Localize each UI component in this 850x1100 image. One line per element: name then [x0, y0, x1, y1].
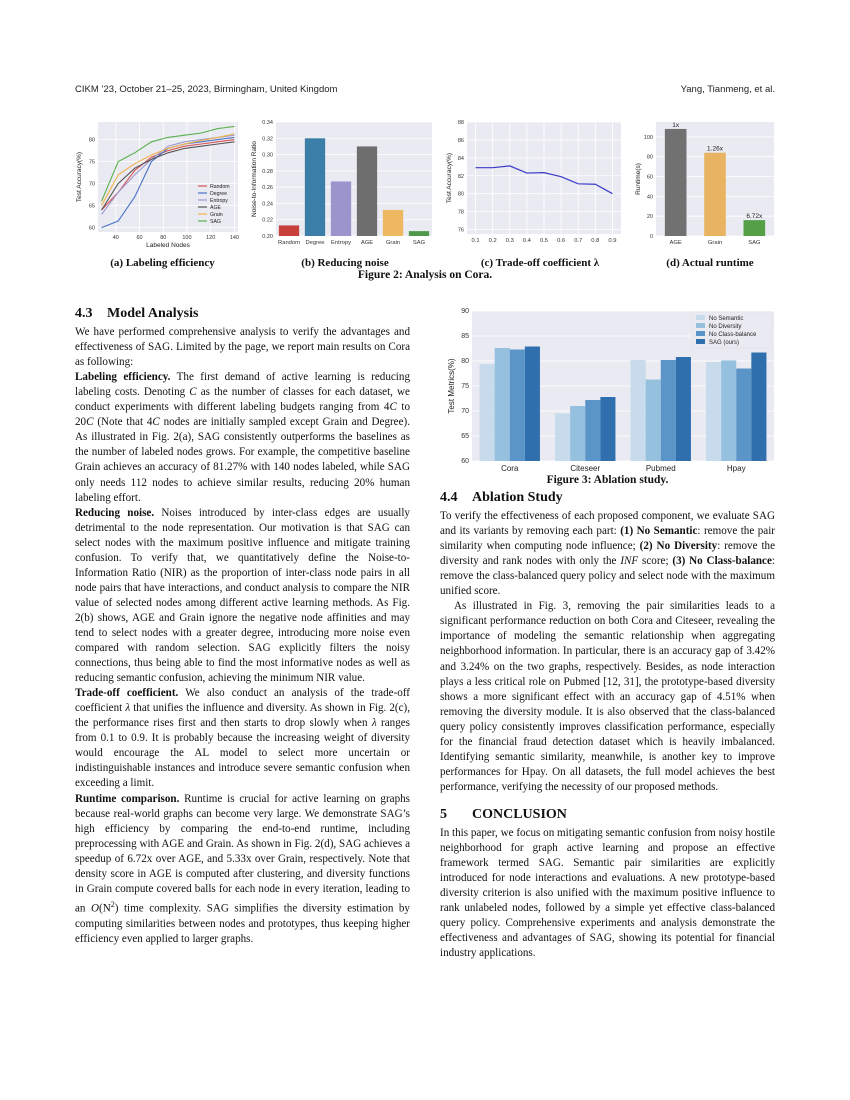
section-number: 5 [440, 806, 447, 822]
text: To verify the effectiveness of each proposed component, we evaluate SAG and its variants by removing each part: [440, 510, 775, 538]
x-tick-label: Cora [501, 464, 519, 473]
y-tick-label: 70 [461, 408, 469, 415]
math: λ [371, 717, 377, 730]
math: ) [114, 902, 119, 915]
bar-hpay-0 [706, 362, 721, 461]
bar-data-label: 1.26x [707, 145, 723, 153]
paragraph-labeling-efficiency [75, 370, 410, 505]
bar-pubmed-3 [676, 357, 691, 461]
y-tick-label: 80 [457, 191, 464, 198]
paragraph [440, 826, 775, 961]
bar-citeseer-2 [585, 400, 600, 461]
x-tick-label: 0.1 [471, 238, 480, 244]
paragraph [440, 509, 775, 599]
bar-grain [383, 210, 403, 236]
text: time complexity. SAG simplifies the diversity estimation by computing similarities between nodes and prototypes, thus keeping higher efficiency even applied to larger graphs. [75, 902, 410, 945]
section-4-3-heading [75, 306, 410, 321]
text: We also conduct an analysis of the trade-off coefficient [75, 687, 410, 715]
bar-age [357, 146, 377, 236]
text: As illustrated in Fig. 3, removing the pair similarities leads to a significant performance reduction on both Cora and Citeseer, revealing the importance of modeling the semantic relationship when aggregating neighborhood information. In particular, there is an accuracy gap of 3.42% and 3.24% on the two graphs, respectively. Besides, as node interaction plays a less critical role on Pubmed [12, 31], the prototype-based diversity shows a more significant effect with an accuracy gap of 4.51% when removing the diversity module. It is also observed that the class-balanced query policy consistently improves classification performance, especially for the financial fraud detection dataset which is heavily imbalanced. Identifying semantic similarity, meanwhile, is another key to improve performances for Hpay. On all datasets, the full model achieves the best performance, verifying the necessity of our proposed methods. [440, 600, 775, 793]
y-tick-label: 65 [88, 203, 95, 210]
y-tick-label: 60 [646, 174, 653, 181]
run-in-heading: Reducing noise. [75, 506, 155, 519]
paragraph [440, 599, 775, 795]
math: C [389, 401, 397, 414]
math: INF [620, 555, 639, 568]
x-tick-label: 80 [160, 235, 167, 241]
paragraph-tradeoff [75, 686, 410, 791]
x-tick-label: Grain [385, 240, 401, 246]
y-tick-label: 0.24 [262, 201, 273, 208]
bar-pubmed-1 [646, 380, 661, 462]
bar-citeseer-0 [555, 414, 570, 462]
y-tick-label: 80 [461, 358, 469, 365]
bar-cora-3 [525, 347, 540, 462]
bar-sag [409, 231, 429, 236]
bar-citeseer-1 [570, 406, 585, 461]
x-tick-label: Entropy [331, 240, 351, 246]
variant-name: (2) No Diversity [639, 540, 718, 553]
legend-label: No Class-balance [709, 332, 757, 338]
section-number: 4.4 [440, 490, 458, 505]
x-tick-label: 0.6 [557, 238, 566, 244]
bar-degree [305, 138, 325, 236]
x-axis-label: Labeled Nodes [146, 242, 190, 249]
x-tick-label: Citeseer [570, 464, 601, 473]
x-tick-label: SAG [412, 240, 426, 246]
bar-hpay-2 [736, 369, 751, 462]
y-tick-label: 75 [88, 159, 95, 166]
bar-cora-1 [495, 348, 510, 461]
bar-random [279, 225, 299, 236]
legend-label: Degree [210, 191, 228, 197]
legend-swatch [696, 331, 705, 336]
y-tick-label: 0.34 [262, 120, 273, 126]
run-in-heading: Runtime comparison. [75, 792, 180, 805]
x-tick-label: AGE [669, 240, 682, 246]
text: Noises introduced by inter-class edges are usually detrimental to the node representation. Our motivation is that SAG can select nodes with the maximum positive influence and mitigate training confusion. To verify that, we quantitatively define the Noise-to-Information Ratio (NIR) as the proportion of inter-class node pairs in all node pairs that have interactions, and conduct analysis to compare the NIR value of selected nodes among different active learning methods. As Fig. 2(b) shows, AGE and Grain ignore the negative node affinities and may tend to select nodes with a greater degree, introducing more noise even compared with random selection. SAG explicitly filters the noisy connections, thus being able to find the most informative nodes as well as reducing semantic confusion, achieving the minimum NIR value. [75, 506, 410, 685]
x-tick-label: Grain [707, 240, 723, 246]
text: as the number of classes for each dataset, we conduct experiments with different labeling budgets ranging from 4 [75, 386, 410, 414]
section-title: Ablation Study [472, 490, 563, 505]
y-tick-label: 80 [646, 154, 653, 161]
x-tick-label: SAG [748, 240, 761, 246]
math: λ [125, 702, 131, 715]
text: score; [638, 555, 673, 568]
running-header-left: CIKM ’23, October 21–25, 2023, Birmingham, United Kingdom [75, 84, 338, 95]
y-tick-label: 100 [643, 134, 653, 141]
y-tick-label: 70 [88, 181, 95, 188]
legend-label: SAG [210, 219, 221, 225]
y-axis-label: Test Metrics(%) [447, 358, 456, 414]
y-tick-label: 20 [646, 214, 653, 221]
legend-label: No Semantic [709, 316, 744, 322]
x-tick-label: 0.8 [591, 238, 600, 244]
math: (N [99, 902, 111, 915]
bar-grain [704, 153, 726, 236]
subcaption-c-text: (c) Trade-off coefficient λ [480, 257, 600, 269]
y-tick-label: 80 [88, 137, 95, 144]
y-tick-label: 0.20 [262, 234, 273, 240]
left-column [75, 306, 410, 947]
legend-label: SAG (ours) [709, 340, 740, 346]
math: C [152, 416, 160, 429]
x-tick-label: 0.5 [539, 238, 549, 244]
x-tick-label: 0.9 [608, 238, 617, 244]
x-tick-label: AGE [360, 240, 374, 246]
y-tick-label: 65 [461, 433, 469, 440]
paragraph-runtime [75, 792, 410, 947]
chart-labeling-efficiency [74, 116, 244, 256]
text: to 20 [75, 401, 410, 429]
y-tick-label: 60 [88, 225, 95, 232]
y-axis-label: Noise-to-Information Ratio [251, 141, 258, 217]
figure3-caption: Figure 3: Ablation study. [546, 474, 669, 486]
y-tick-label: 88 [457, 120, 464, 126]
legend-label: Entropy [210, 198, 228, 204]
x-tick-label: 0.2 [488, 238, 497, 244]
text: nodes are initially sampled except Grain and Degree). As illustrated in Fig. 2(a), SAG consistently outperforms the baselines as the number of labeled nodes grows. For example, the competitive baseline Grain achieves an accuracy of 81.27% with 140 nodes labeled, while SAG only needs 112 nodes to achieve similar results, reducing 20% human labeling effort. [75, 416, 410, 504]
y-axis-label: Test Accuracy(%) [446, 152, 453, 204]
math: C [86, 416, 94, 429]
text: (Note that 4 [93, 416, 153, 429]
run-in-heading: Labeling efficiency. [75, 371, 171, 384]
legend-label: No Diversity [709, 324, 742, 330]
variant-name: (1) No Semantic [620, 525, 698, 538]
variant-name: (3) No Class-balance [672, 555, 772, 568]
y-tick-label: 85 [461, 333, 469, 340]
bar-entropy [331, 181, 351, 236]
bar-pubmed-0 [631, 360, 646, 461]
legend-label: AGE [210, 205, 221, 211]
y-tick-label: 0.32 [262, 136, 273, 143]
x-tick-label: 0.4 [522, 238, 531, 244]
y-tick-label: 90 [461, 308, 469, 315]
right-column [440, 490, 775, 961]
chart-tradeoff-coefficient [443, 116, 628, 256]
y-tick-label: 0.22 [262, 217, 273, 224]
running-header-right: Yang, Tianmeng, et al. [680, 84, 775, 95]
x-tick-label: 60 [136, 235, 143, 241]
y-tick-label: 86 [457, 137, 464, 144]
bar-data-label: 6.72x [746, 213, 763, 221]
y-tick-label: 0.30 [262, 152, 273, 159]
bar-cora-0 [480, 364, 495, 461]
x-tick-label: Hpay [726, 464, 746, 473]
math: 2 [110, 899, 115, 909]
text: ranges from 0.1 to 0.9. It is probably because the increasing weight of diversity would encourage the AL model to select more uncertain or indistinguishable instances and introduce severe semantic confusion when exceeding a limit. [75, 717, 410, 790]
chart-actual-runtime [634, 116, 779, 256]
bar-sag [744, 220, 766, 236]
run-in-heading: Trade-off coefficient. [75, 687, 179, 700]
y-tick-label: 40 [646, 194, 653, 201]
x-tick-label: 0.7 [574, 238, 583, 244]
legend-label: Random [210, 184, 230, 190]
y-tick-label: 82 [457, 173, 464, 180]
subcaption-d: (d) Actual runtime [666, 257, 754, 269]
section-title: CONCLUSION [472, 806, 567, 822]
math: O [91, 902, 100, 915]
y-tick-label: 60 [461, 458, 469, 465]
y-tick-label: 0.28 [262, 168, 273, 175]
section-title: Model Analysis [107, 306, 199, 321]
text: Runtime is crucial for active learning on graphs because real-world graphs can become very large. We demonstrate SAG’s high efficiency by comparing the end-to-end runtime, including preprocessing with AGE and Grain. As shown in Fig. 2(d), SAG achieves a speedup of 6.72x over AGE, and 5.33x over Grain, respectively. Note that density score in AGE is computed after clustering, and diversity functions in Grain compute covered balls for each node in every iteration, leading to an [75, 792, 410, 915]
legend-swatch [696, 323, 705, 328]
x-tick-label: 100 [182, 235, 192, 241]
bar-hpay-3 [751, 353, 766, 462]
text: : remove the class-balanced query policy and select node with the maximum unified score. [440, 555, 775, 598]
text: The first demand of active learning is reducing labeling costs. Denoting [75, 371, 410, 399]
y-axis-label: Runtime(s) [635, 163, 642, 195]
legend-swatch [696, 315, 705, 320]
text: : remove the diversity and rank nodes with only the [440, 540, 776, 568]
plot-area [276, 122, 432, 236]
text: In this paper, we focus on mitigating semantic confusion from noisy hostile neighborhood for graph active learning and propose an effective framework termed SAG. Semantic pair similarities are explicitly introduced for node interactions and evaluations. A new prototype-based diversity criterion is also unified with the maximum positive influence to rank unlabeled nodes, followed by a simple yet effective class-balanced query policy. Comprehensive experiments and analysis demonstrate the effectiveness and advantages of SAG, showing its potential for financial industry applications. [440, 826, 775, 960]
bar-hpay-1 [721, 361, 736, 462]
y-tick-label: 84 [457, 155, 464, 162]
text: We have performed comprehensive analysis to verify the advantages and effectiveness of SAG. Limited by the page, we report main results on Cora as following: [75, 326, 410, 369]
chart-reducing-noise [248, 116, 438, 256]
x-tick-label: 40 [112, 235, 119, 241]
section-4-4-heading [440, 490, 775, 505]
y-tick-label: 75 [461, 383, 469, 390]
chart-ablation-study [440, 303, 780, 475]
x-tick-label: Pubmed [645, 464, 676, 473]
y-tick-label: 0.26 [262, 185, 273, 192]
paragraph [75, 325, 410, 370]
bar-age [665, 129, 687, 236]
bar-cora-2 [510, 350, 525, 462]
y-tick-label: 76 [457, 227, 464, 234]
y-tick-label: 0 [649, 234, 653, 240]
x-tick-label: 0.3 [505, 238, 514, 244]
y-axis-label: Test Accuracy(%) [76, 151, 83, 203]
x-tick-label: 140 [229, 235, 240, 241]
bar-pubmed-2 [661, 360, 676, 461]
text: : remove the pair similarity when computing node influence; [440, 525, 775, 553]
x-tick-label: Degree [305, 240, 325, 246]
bar-citeseer-3 [600, 397, 615, 461]
figure2-caption: Figure 2: Analysis on Cora. [357, 269, 493, 281]
math: C [189, 386, 197, 399]
subcaption-b: (b) Reducing noise [301, 257, 389, 269]
text: that unifies the influence and diversity. As shown in Fig. 2(c), the performance rises first and then starts to drop slowly when [75, 702, 411, 730]
bar-data-label: 1x [672, 121, 680, 129]
legend-swatch [696, 339, 705, 344]
legend-label: Grain [210, 212, 223, 218]
y-tick-label: 78 [457, 209, 464, 216]
x-tick-label: 120 [206, 235, 216, 241]
section-5-heading [440, 807, 775, 822]
x-tick-label: Random [278, 240, 300, 246]
paragraph-reducing-noise [75, 506, 410, 687]
section-number: 4.3 [75, 306, 93, 321]
subcaption-c [450, 257, 630, 269]
subcaption-a: (a) Labeling efficiency [110, 257, 215, 269]
